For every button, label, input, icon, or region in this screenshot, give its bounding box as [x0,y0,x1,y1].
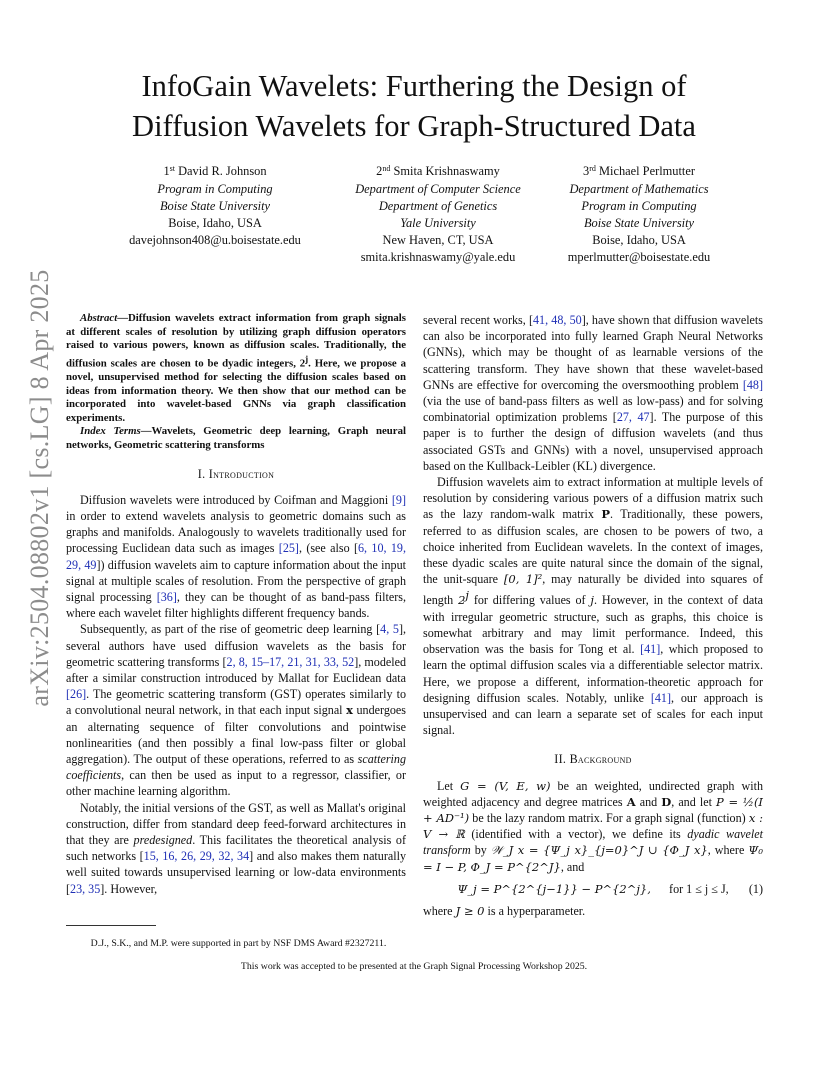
equation-1 [423,881,763,897]
intro-paragraph-2: Subsequently, as part of the rise of geometric deep learning [4, 5], several authors have used diffusion wavelets as the basis for geometric scattering transforms [2, 8, 15–17, 21, 31, 33, 52], modeled after a similar construction introduced by Mallat for Euclidean data [26]. The geometric scattering transform (GST) operates similarly to a convolutional neural network, in that each input signal x undergoes an alternating sequence of filter convolutions and pointwise nonlinearities (and then possibly a final low-pass filter or global aggregation). The output of these operations, referred to as scattering coefficients, can then be used as input to a regressor, classifier, or other machine learning algorithm. [66,622,407,799]
citation-link[interactable]: [48] [742,377,763,392]
author-name: 3rd Michael Perlmutter [583,164,695,178]
abstract: Abstract—Diffusion wavelets extract information from graph signals at different scales of resolution by utilizing graph diffusion operators raised to various powers, known as diffusion scales. Traditionally, the diffusion scales are chosen to be dyadic integers, 2$^j$. Here, we propose a novel, unsupervised method for selecting the diffusion scales based on ideas from information theory. We then show that our method can be incorporated into wavelet-based GNNs via graph classification experiments. [66,312,406,424]
author-name: 2nd Smita Krishnaswamy [376,164,500,178]
author-email: smita.krishnaswamy@yale.edu [360,250,516,264]
author-block-1 [90,163,340,249]
author-location: New Haven, CT, USA [382,233,494,247]
citation-link[interactable]: 6, 10, 19, 29, 49 [66,541,406,572]
author-block-3 [514,163,764,266]
funding-footnote: D.J., S.K., and M.P. were supported in part by NSF DMS Award #2327211. [90,938,387,949]
background-paragraph: Let G = (V, E, w) be an weighted, undirected graph with weighted adjacency and degree matrices A and D, and let P = ½(I + AD⁻¹) be the lazy random matrix. For a graph signal (function) x : V → ℝ (identified with a vector), we define its dyadic wavelet transform by 𝒲_J x = {Ψ_j x}_{j=0}^J ∪ {Φ_J x}, where Ψ₀ = I − P, Φ_J = P^{2^J}, and [423,778,764,874]
intro-paragraph-4: Diffusion wavelets aim to extract information at multiple levels of resolution by considering various powers of a diffusion matrix such as the lazy random-walk matrix P. Traditionally, these powers, referred to as diffusion scales, are chosen to be powers of two, a choice inherited from Euclidean wavelets. In the context of images, these dyadic scales are quite natural since the domain of the signal, the unit-square [0, 1]², may naturally be divided into squares of length 2$^j$ for differing values of j. However, in the context of data with irregular geometric structure, such as graphs, this choice is somewhat arbitrary and may limit performance. Indeed, this observation was the basis for Tong et al. [41], which proposed to learn the optimal diffusion scales via a differentiable selector matrix. Here, we propose a different, information-theoretic approach for designing diffusion scales. Notably, unlike [41], our approach is unsupervised and can learn a separate set of scales for each input signal. [423,475,763,738]
citation-link[interactable]: [41] [640,642,661,657]
citation-link[interactable]: 41, 48, 50 [532,313,582,327]
equation-number: (1) [748,881,763,896]
acceptance-note: This work was accepted to be presented at the Graph Signal Processing Workshop 2025. [240,961,588,972]
author-email: davejohnson408@u.boisestate.edu [129,233,301,247]
arxiv-stamp: arXiv:2504.08802v1 [cs.LG] 8 Apr 2025 [25,269,54,707]
intro-paragraph-1: Diffusion wavelets were introduced by Coifman and Maggioni [9] in order to extend wavelets analysis to geometric domains such as graphs and manifolds. Analogously to wavelets traditionally used for processing Euclidean data such as images [25], (see also [6, 10, 19, 29, 49]) diffusion wavelets aim to capture information about the input signal at multiple scales of resolution. From the perspective of graph signal processing [36], they can be thought of as band-pass filters, where each wavelet filter highlights different frequency bands. [66,492,406,621]
footnote-rule [66,925,156,926]
author-email: mperlmutter@boisestate.edu [567,250,711,264]
author-location: Boise, Idaho, USA [168,216,262,230]
equation-body: Ψ_j = P^{2^{j−1}} − P^{2^j}, [457,881,651,896]
author-affiliation: Department of Mathematics [569,182,709,196]
author-name: 1st David R. Johnson [163,164,267,178]
author-affiliation: Yale University [400,216,476,230]
equation-condition: for 1 ≤ j ≤ J, [669,881,729,896]
intro-paragraph-3-continued: several recent works, [41, 48, 50], have shown that diffusion wavelets can also be incorporated into fully learned Graph Neural Networks (GNNs), which may be thought of as learnable versions of the scattering transform. They have shown that these wavelet-based GNNs are effective for overcoming the oversmoothing problem [48] (via the use of band-pass filters as well as low-pass) and for solving combinatorial optimization problems [27, 47]. The purpose of this paper is to further the design of diffusion wavelets (and thus associated GSTs and GNNs) with a novel, unsupervised approach based on the Kullback-Leibler (KL) divergence. [423,313,764,473]
author-affiliation: Department of Computer Science [355,182,521,196]
citation-link[interactable]: 2, 8, 15–17, 21, 31, 33, 52 [226,654,355,669]
citation-link[interactable]: 4, 5 [380,622,399,637]
author-location: Boise, Idaho, USA [592,233,686,247]
citation-link[interactable]: [25] [278,541,299,556]
index-terms: Index Terms—Wavelets, Geometric deep learning, Graph neural networks, Geometric scattering transforms [66,425,406,451]
title-line-1: InfoGain Wavelets: Furthering the Design of [141,69,687,103]
right-column [423,312,763,919]
citation-link[interactable]: [41] [650,690,672,705]
section-heading-introduction: I. Introduction [197,466,275,481]
author-affiliation: Boise State University [583,216,695,230]
paper-title [60,66,768,146]
citation-link[interactable]: [9] [391,492,406,507]
intro-paragraph-3: Notably, the initial versions of the GST, as well as Mallat's original construction, differ from standard deep feed-forward architectures in that they are predesigned. This facilitates the theoretical analysis of such networks [15, 16, 26, 29, 32, 34] and also makes them naturally well suited towards unsupervised learning or low-data environments [23, 35]. However, [66,800,407,896]
author-affiliation: Boise State University [159,199,271,213]
left-column [66,312,406,897]
background-continuation: where J ≥ 0 is a hyperparameter. [423,903,586,918]
citation-link[interactable]: 27, 47 [616,410,650,425]
citation-link[interactable]: 15, 16, 26, 29, 32, 34 [143,849,250,864]
citation-link[interactable]: 23, 35 [70,881,101,896]
citation-link[interactable]: [26] [66,687,87,702]
author-affiliation: Program in Computing [157,182,273,196]
section-heading-background: II. Background [554,752,632,767]
author-affiliation: Program in Computing [581,199,697,213]
author-affiliation: Department of Genetics [378,199,498,213]
title-line-2: Diffusion Wavelets for Graph-Structured Data [132,109,696,143]
citation-link[interactable]: [36] [156,589,177,604]
